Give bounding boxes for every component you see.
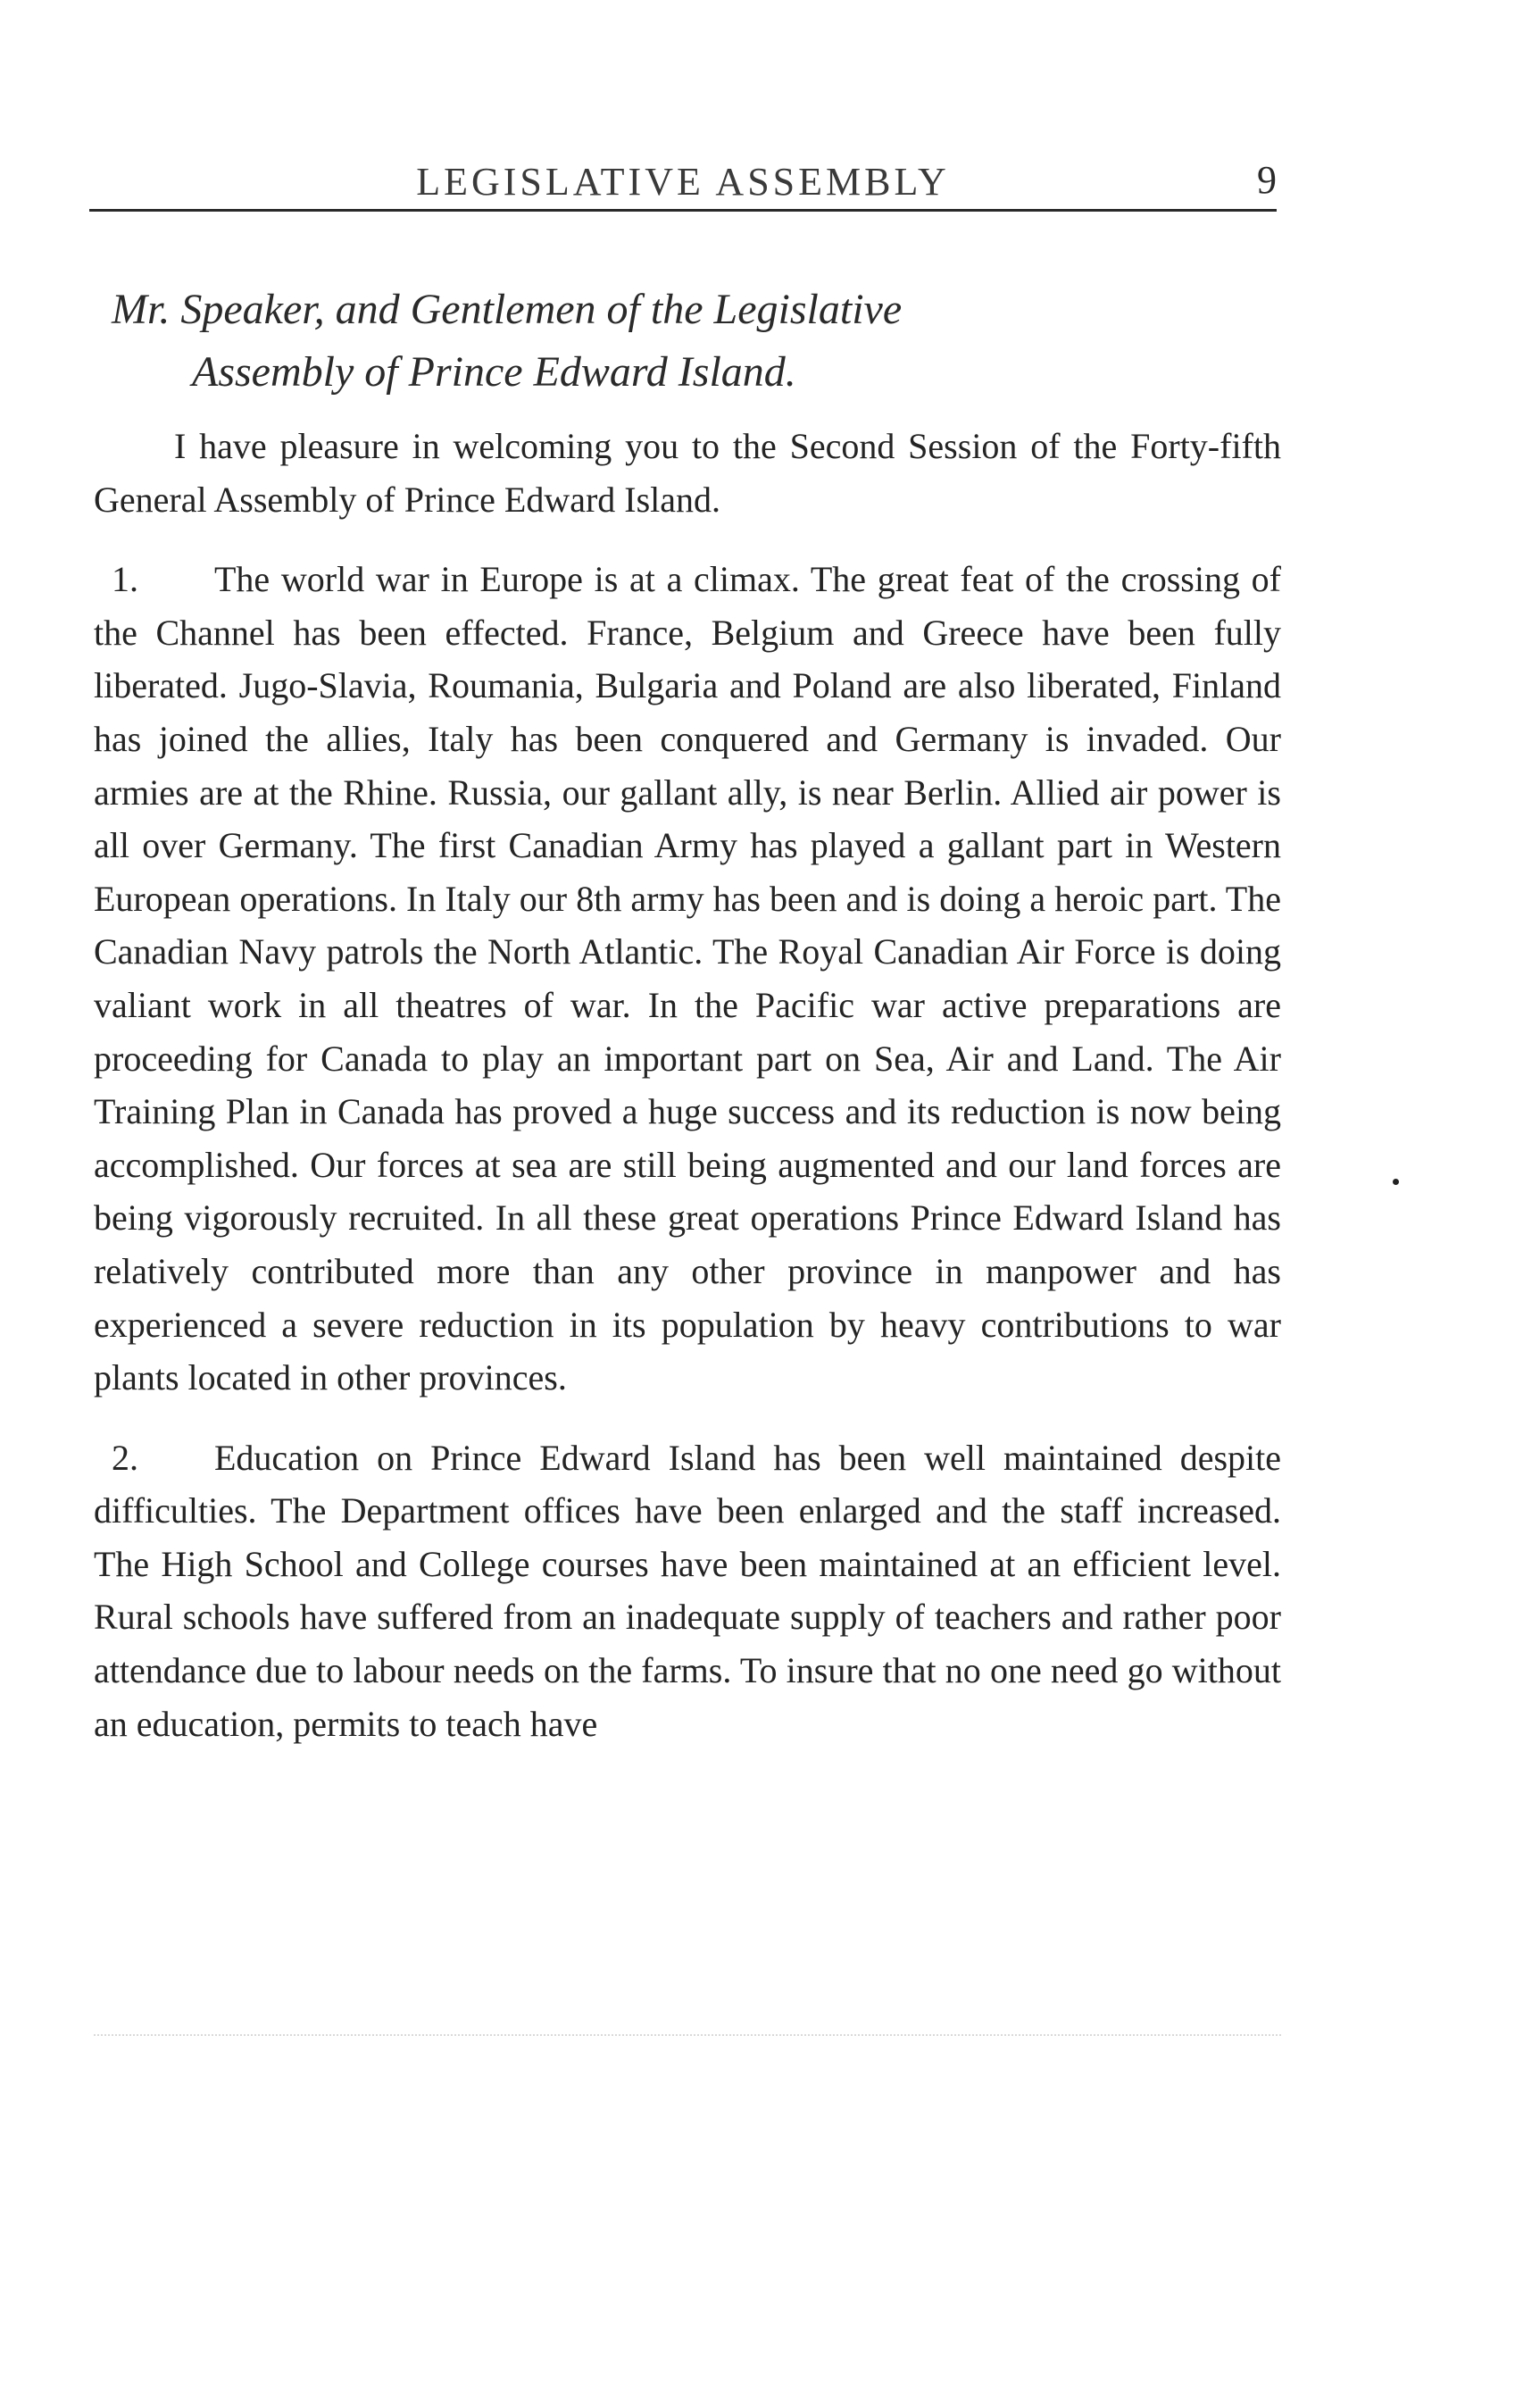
bleed-through-line [94,2034,1281,2045]
paragraph-1 [94,553,1281,1405]
paragraph-2 [94,1431,1281,1751]
salutation-line-2: Assembly of Prince Edward Island. [192,348,796,396]
paragraph-number: 2. [112,1437,138,1478]
salutation [112,279,1281,404]
body-text [94,420,1281,1777]
running-title: LEGISLATIVE ASSEMBLY [416,160,950,204]
salutation-line-1: Mr. Speaker, and Gentlemen of the Legislative [112,286,903,333]
paragraph-text: Education on Prince Edward Island has been well maintained despite difficulties. The Department offices have been enlarged and the staff increased. The High School and College courses have been maintained at an efficient level. Rural schools have suffered from an inadequate supply of teachers and rather poor attendance due to labour needs on the farms. To insure that no one need go without an education, permits to teach have [94,1437,1281,1744]
paragraph-number: 1. [112,559,138,600]
page-number: 9 [1257,158,1277,202]
intro-paragraph: I have pleasure in welcoming you to the Second Session of the Forty-fifth General Assembly of Prince Edward Island. [94,426,1281,520]
running-header [89,150,1277,212]
ink-speck [1393,1179,1399,1185]
paragraph-text: The world war in Europe is at a climax. The great feat of the crossing of the Channel has been effected. France, Belgium and Greece have been fully liberated. Jugo-Slavia, Roumania, Bulgaria and Poland are also liberated, Finland has joined the allies, Italy has been conquered and Germany is invaded. Our armies are at the Rhine. Russia, our gallant ally, is near Berlin. Allied air power is all over Germany. The first Canadian Army has played a gallant part in Western European operations. In Italy our 8th army has been and is doing a heroic part. The Canadian Navy patrols the North Atlantic. The Royal Canadian Air Force is doing valiant work in all theatres of war. In the Pacific war active preparations are proceeding for Canada to play an important part on Sea, Air and Land. The Air Training Plan in Canada has proved a huge success and its reduction is now being accomplished. Our forces at sea are still being augmented and our land forces are being vigorously recruited. In all these great operations Prince Edward Island has relatively contributed more than any other province in manpower and has experienced a severe reduction in its population by heavy contributions to war plants located in other provinces. [94,559,1281,1398]
